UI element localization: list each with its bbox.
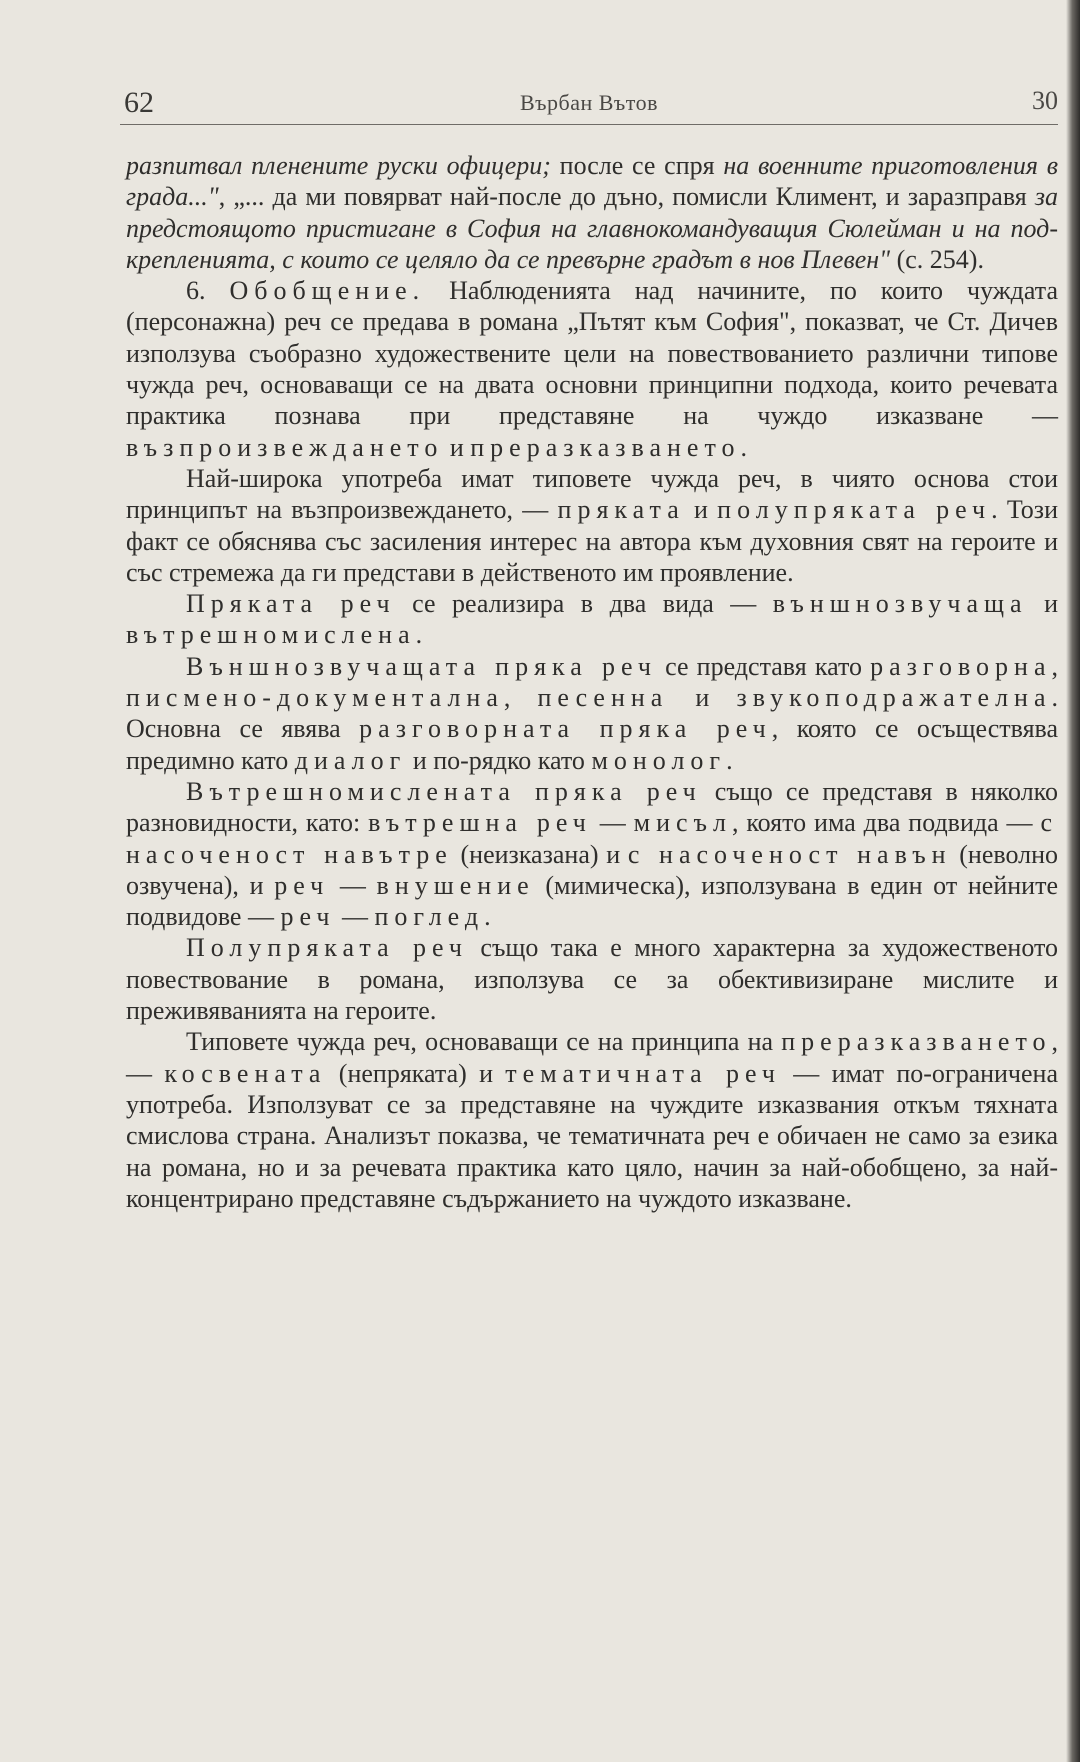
spaced-term: мисъл — [633, 808, 732, 838]
text-run: (неизказана) и — [452, 839, 628, 869]
text-run: Наблюденията над начините, по които чуждата (персонажна) реч се предава в романа „Пътят към София", показват, че Ст. Дичев използува съобразно художествените цели на повествованието различни типове чужда реч, основаващи се на двата основни принципни подхода, които речевата практика познава при представяне на чуждо изказване — — [126, 276, 1059, 431]
spaced-term: реч — [274, 870, 330, 900]
text-run: — — [329, 870, 377, 900]
spaced-term: разговорна — [870, 651, 1052, 681]
running-title: Върбан Вътов — [519, 90, 659, 115]
text-run: (неволно озвучена), и — [126, 839, 1059, 900]
text-run: после се спря — [550, 151, 724, 180]
text-run: Най-широка употреба имат типовете чужда реч, в чиято основа стои принципът на възпроизвеждането, — — [126, 463, 1058, 525]
spaced-term: преразказването — [470, 432, 741, 462]
spaced-term: песенна — [537, 683, 669, 713]
quoted-text: разпитвал пленените руски офицери; — [126, 151, 551, 180]
text-run: . Основна се явява — [126, 683, 1059, 744]
spaced-term: преразказването — [781, 1027, 1052, 1057]
text-run: . — [740, 432, 747, 462]
paragraph — [126, 1026, 1058, 1214]
text-run: (непряката) и — [326, 1058, 506, 1088]
paragraph — [126, 932, 1058, 1026]
body-text — [126, 150, 1058, 1214]
text-run: също се представя в няколко разновидности, като: — [126, 776, 1058, 838]
text-run: , която има два подвида — — [731, 808, 1041, 838]
spaced-term: Пряката реч — [186, 589, 396, 619]
corner-mark: 30 — [1032, 86, 1058, 115]
text-run: — — [335, 902, 375, 932]
spaced-term: диалог — [294, 745, 407, 775]
spaced-term: косвената — [164, 1058, 327, 1088]
spaced-term: звукоподражателна — [736, 683, 1052, 713]
spaced-term: възпроизвеждането — [126, 432, 444, 462]
paragraph — [126, 651, 1058, 776]
header-rule — [120, 124, 1058, 125]
text-run: се реализира в два вида — — [395, 589, 773, 619]
text-run: , „... да ми повярват най-после до дъно, помисли Климент, и заразправя — [218, 182, 1035, 212]
spaced-term: Външнозвучащата пряка реч — [186, 651, 657, 681]
text-run: и по-рядко като — [406, 745, 592, 775]
spaced-term: разговорната пряка реч — [359, 714, 772, 744]
text-run: . — [415, 620, 423, 650]
paragraph — [126, 275, 1058, 463]
spaced-term: Обобщение. — [229, 276, 426, 306]
text-run: и — [684, 495, 718, 525]
spaced-term: полупряката реч — [717, 495, 992, 525]
paragraph — [126, 588, 1058, 651]
text-run: също така е много характерна за художественото повествование в романа, използува се за обективизиране мислите и преживяванията на героите. — [126, 933, 1058, 1026]
spaced-term: тематичната реч — [505, 1058, 781, 1088]
page-edge-shadow — [1066, 0, 1080, 1762]
text-run: , която се осъществява предимно като — [126, 714, 1059, 775]
running-header — [120, 82, 1058, 122]
text-run: се представя като — [656, 651, 871, 681]
paragraph — [126, 776, 1058, 932]
spaced-term: с насоченост навън — [627, 839, 952, 869]
text-run: , — [503, 683, 538, 713]
text-run: . — [484, 902, 491, 932]
spaced-term: реч — [280, 902, 336, 932]
text-run: (мимическа), използувана в един от нейните подвидове — — [126, 870, 1058, 932]
text-run: . — [726, 745, 733, 775]
paragraph — [126, 463, 1058, 588]
text-run: и — [1027, 589, 1058, 619]
page-number: 62 — [124, 86, 154, 119]
quoted-text: на военните приготовления в града..." — [126, 151, 1059, 212]
text-run: (с. 254). — [890, 244, 984, 274]
spaced-term: вътрешна реч — [368, 808, 592, 838]
text-run: , — — [126, 1027, 1058, 1088]
text-run: . Този факт се обяснява със засиления интерес на автора към духовния свят на героите и със стремежа да ги представи в действеното им проявление. — [126, 495, 1058, 587]
spaced-term: външнозвучаща — [772, 589, 1028, 619]
text-run: , — [1051, 651, 1059, 681]
text-run: и — [668, 683, 737, 713]
spaced-term: монолог — [591, 745, 727, 775]
spaced-term: Полупряката реч — [186, 933, 468, 963]
paragraph — [126, 150, 1058, 275]
spaced-term: Вътрешномислената пряка реч — [186, 776, 702, 806]
spaced-term: с насоченост навътре — [126, 808, 1058, 869]
spaced-term: вътрешномислена — [126, 620, 416, 650]
text-run: и — [443, 432, 471, 462]
spaced-term: пряката — [557, 495, 685, 525]
text-run: — — [591, 808, 634, 838]
spaced-term: поглед — [374, 902, 485, 932]
text-run: Типовете чужда реч, основаващи се на принципа на — [186, 1027, 782, 1057]
quoted-text: за предстоящото пристигане в София на главнокомандуващия Сюлейман и на подкрепленията, с които се целяло да се превърне градът в нов Плевен" — [126, 182, 1058, 274]
text-run: 6. — [186, 276, 230, 306]
spaced-term: писмено-документална — [126, 683, 504, 713]
spaced-term: внушение — [376, 870, 535, 900]
text-run: — имат по-ограничена употреба. Използуват се за представяне на чуждите изказвания откъм тяхната смислова страна. Анализът показва, че тематичната реч е обичаен не само за езика на романа, но и за речевата практика като цяло, начин за най-обобщено, за най-концентрирано представяне съдържанието на чуждото изказване. — [126, 1058, 1059, 1213]
